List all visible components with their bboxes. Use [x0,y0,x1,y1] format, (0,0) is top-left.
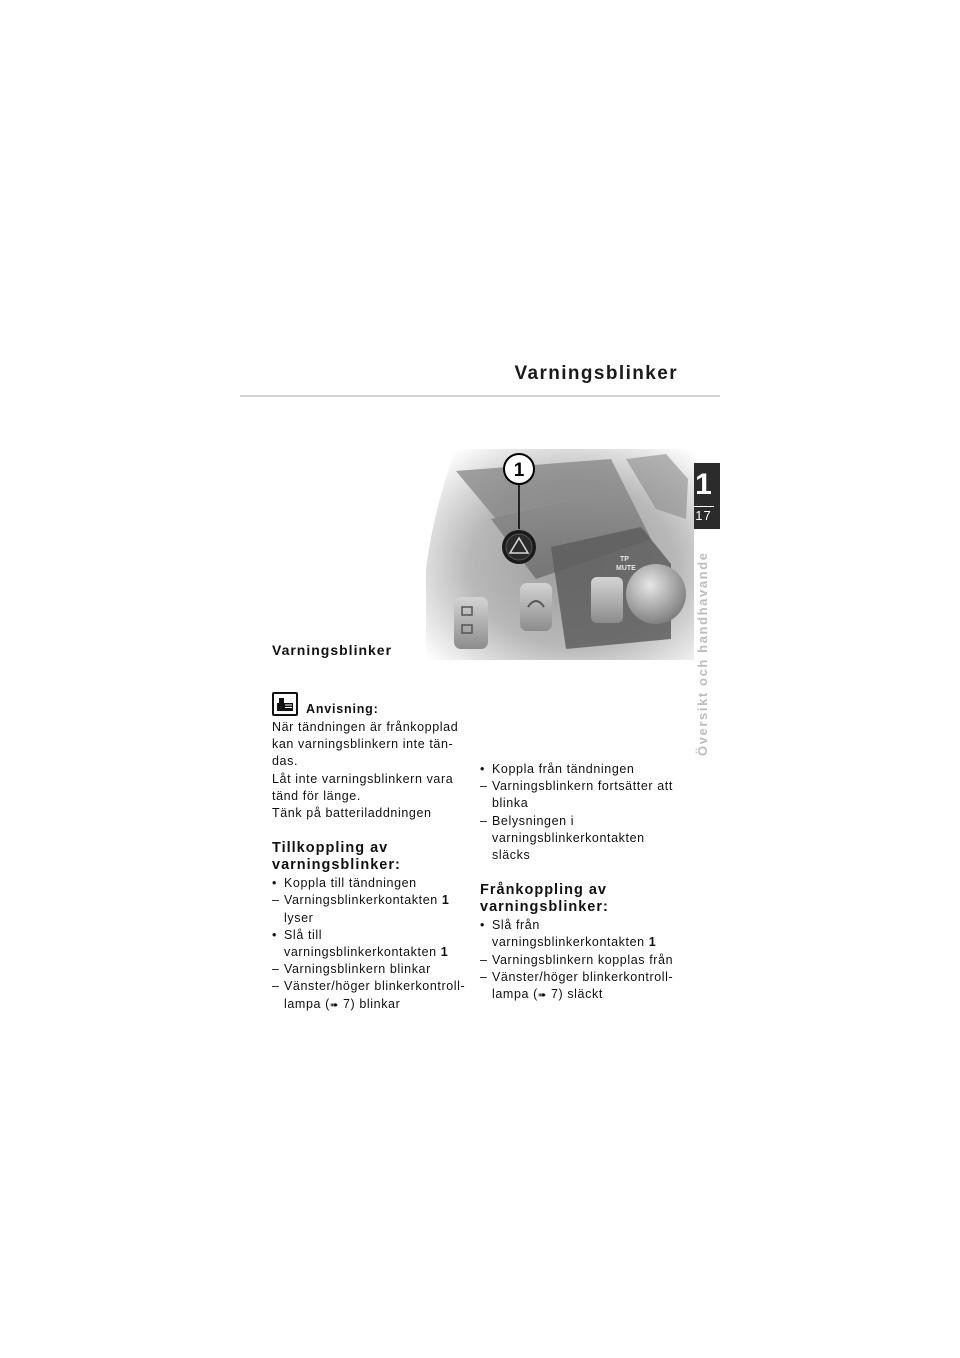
chapter-side-label: Översikt och handhavande [695,551,710,756]
subsection-title: varningsblinker: [272,857,401,874]
list-item [272,978,472,1013]
list-item [272,927,472,961]
left-column [272,640,472,1014]
list-item-text: Belysningen i [492,813,575,828]
hazard-switch-photo [426,449,694,660]
right-column [480,761,685,1004]
bullet-mark: • [480,918,485,933]
list-item-text: varningsblinkerkontakten [492,935,649,950]
callout-number: 1 [513,460,525,481]
bullet-mark: • [480,762,485,776]
page-ref-arrow-icon: ➠ [537,990,547,1002]
list-item-text: lampa ( [284,996,330,1011]
bullet-mark: • [272,876,277,891]
note-line: När tändningen är frånkopplad [272,720,459,734]
dash-mark: – [272,893,280,908]
list-item-text: blinka [492,796,529,811]
volume-knob [626,564,686,624]
reference-number: 1 [441,893,450,908]
subsection-title: Frånkoppling av [480,882,607,899]
tp-label: TP [620,556,629,563]
section-title: Varningsblinker [272,642,393,658]
list-item [480,813,685,865]
note-line: Tänk på batteriladdningen [272,806,432,821]
list-item-text: lyser [284,910,314,925]
note-line: das. [272,754,299,769]
list-item [480,917,685,951]
list-item [480,969,685,1004]
list-item [272,961,472,978]
subsection-title: varningsblinker: [480,899,609,916]
list-item [480,952,685,969]
note-line: tänd för länge. [272,788,361,803]
dash-mark: – [480,813,488,828]
bullet-mark: • [272,927,277,942]
dash-mark: – [272,962,280,977]
note-label: Anvisning: [306,702,379,716]
list-item-text: släcks [492,848,531,863]
title-divider [240,395,720,397]
list-item-text: Varningsblinkern blinkar [284,962,431,977]
list-item-text: Varningsblinkern fortsätter att [492,779,673,794]
reference-number: 1 [648,935,657,950]
list-item [272,892,472,926]
subsection-title: Tillkoppling av [272,840,389,857]
mute-button [591,577,623,623]
page-title: Varningsblinker [514,363,678,384]
chapter-number: 1 [695,468,712,501]
deactivation-steps [480,917,685,1004]
list-item-text: Koppla till tändningen [284,876,417,891]
list-item-text: Varningsblinkern kopplas från [492,952,674,967]
dash-mark: – [480,969,488,984]
list-item-text: varningsblinkerkontakten [284,945,441,960]
note-line: Låt inte varningsblinkern vara [272,771,454,786]
list-item-text: Vänster/höger blinkerkontroll- [492,969,674,984]
list-item [272,875,472,892]
list-item-text: Varningsblinkerkontakten [284,893,442,908]
page-number: 17 [695,508,712,523]
rear-switch [520,583,552,631]
list-item-text: 7) blinkar [338,996,401,1011]
list-item-text: Koppla från tändningen [492,762,635,776]
activation-steps [272,875,472,1014]
dash-mark: – [480,779,488,794]
note-line: kan varningsblinkern inte tän- [272,737,454,752]
list-item-text: lampa ( [492,987,538,1002]
note-header [272,692,472,716]
page-ref-arrow-icon: ➠ [329,999,339,1011]
list-item [480,761,685,778]
list-item-text: Slå till [284,927,323,942]
list-item-text: varningsblinkerkontakten [492,830,645,845]
list-item-text: Vänster/höger blinkerkontroll- [284,979,466,994]
dash-mark: – [480,952,488,967]
note-hand-icon [272,692,298,716]
ignition-off-steps [480,761,685,864]
note-text [272,719,472,822]
mute-label: MUTE [616,565,636,572]
list-item-text: Slå från [492,918,540,933]
reference-number: 1 [440,945,449,960]
list-item-text: 7) släckt [546,987,603,1002]
dash-mark: – [272,979,280,994]
list-item [480,778,685,812]
